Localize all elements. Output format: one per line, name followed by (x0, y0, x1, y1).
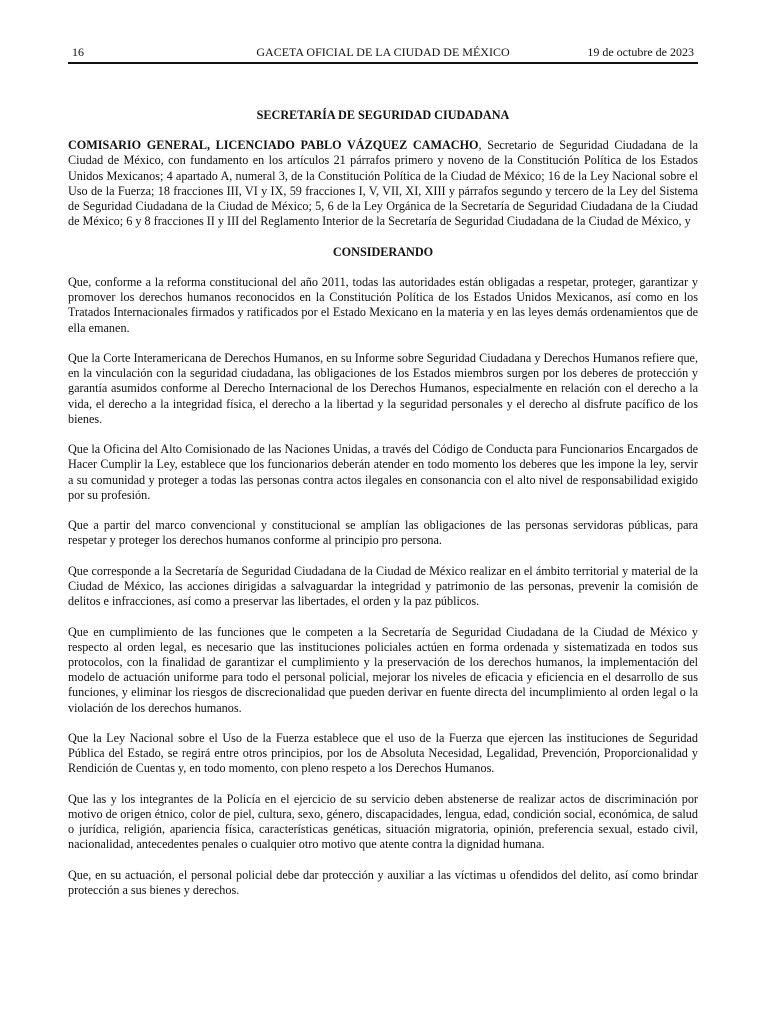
considerando-heading: CONSIDERANDO (332, 244, 434, 259)
page-header (68, 44, 698, 60)
publication-title: GACETA OFICIAL DE LA CIUDAD DE MÉXICO (256, 45, 510, 59)
gazette-page (68, 44, 698, 897)
intro-paragraph (68, 138, 698, 229)
paragraph: Que las y los integrantes de la Policía en el ejercicio de su servicio deben abstenerse de realizar actos de discriminación por motivo de origen étnico, color de piel, cultura, sexo, género, discapacidades, lengua, edad, condición social, económica, de salud o jurídica, religión, apariencia física, características genéticas, situación migratoria, opinión, preferencia sexual, estado civil, nacionalidad, antecedentes penales o cualquier otro motivo que atente contra la dignidad humana. (68, 791, 698, 852)
paragraph: Que corresponde a la Secretaría de Seguridad Ciudadana de la Ciudad de México realizar en el ámbito territorial y material de la Ciudad de México, las acciones dirigidas a salvaguardar la integridad y patrimonio de las personas, prevenir la comisión de delitos e infracciones, así como a preservar las libertades, el orden y la paz públicos. (68, 563, 698, 609)
page-number: 16 (72, 45, 84, 59)
paragraph: Que la Oficina del Alto Comisionado de las Naciones Unidas, a través del Código de Conducta para Funcionarios Encargados de Hacer Cumplir la Ley, establece que los funcionarios deberán atender en todo momento los deberes que les impone la ley, servir a su comunidad y proteger a todas las personas contra actos ilegales en consonancia con el alto nivel de responsabilidad exigido por su profesión. (68, 442, 698, 502)
paragraph: Que, en su actuación, el personal policial debe dar protección y auxiliar a las víctimas u ofendidos del delito, así como brindar protección a sus bienes y derechos. (68, 867, 698, 897)
paragraph: Que la Corte Interamericana de Derechos Humanos, en su Informe sobre Seguridad Ciudadana y Derechos Humanos refiere que, en la vinculación con la seguridad ciudadana, las obligaciones de los Estados miembros surgen por los deberes de protección y garantía asumidos conforme al Derecho Internacional de los Derechos Humanos, especialmente en relación con el derecho a la vida, el derecho a la integridad física, el derecho a la libertad y la seguridad personales y el derecho al disfrute pacífico de los bienes. (68, 351, 698, 426)
paragraph: Que en cumplimiento de las funciones que le competen a la Secretaría de Seguridad Ciudadana de la Ciudad de México y respecto al orden legal, es necesario que las instituciones policiales actúen en forma ordenada y sistematizada en todos sus protocolos, con la finalidad de garantizar el cumplimiento y la preservación de los derechos humanos, la implementación del modelo de actuación uniforme para todo el personal policial, mejorar los niveles de eficacia y eficiencia en el desarrollo de sus funciones, y eliminar los riesgos de discrecionalidad que pueden derivar en fuente directa del incumplimiento al orden legal o la violación de los derechos humanos. (68, 624, 698, 715)
section-title: SECRETARÍA DE SEGURIDAD CIUDADANA (256, 108, 510, 122)
publication-date: 19 de octubre de 2023 (587, 45, 694, 59)
paragraph: Que a partir del marco convencional y constitucional se amplían las obligaciones de las personas servidoras públicas, para respetar y proteger los derechos humanos conforme al principio pro persona. (68, 518, 698, 548)
document-body (68, 108, 698, 913)
paragraph: Que, conforme a la reforma constitucional del año 2011, todas las autoridades están obligadas a respetar, proteger, garantizar y promover los derechos humanos reconocidos en la Constitución Política de los Estados Unidos Mexicanos, así como en los Tratados Internacionales firmados y ratificados por el Estado Mexicano en la materia y en las leyes demás ordenamientos que de ella emanen. (68, 275, 698, 335)
header-divider (68, 62, 698, 64)
official-name: COMISARIO GENERAL, LICENCIADO PABLO VÁZQUEZ CAMACHO (68, 138, 479, 153)
intro-text: , Secretario de Seguridad Ciudadana de la Ciudad de México, con fundamento en los artículos 21 párrafos primero y noveno de la Constitución Política de los Estados Unidos Mexicanos; 4 apartado A, numeral 3, de la Constitución Política de la Ciudad de México; 16 de la Ley Nacional sobre el Uso de la Fuerza; 18 fracciones III, VI y IX, 59 fracciones I, V, VII, XI, XIII y párrafos segundo y tercero de la Ley del Sistema de Seguridad Ciudadana de la Ciudad de México; 5, 6 de la Ley Orgánica de la Secretaría de Seguridad Ciudadana de la Ciudad de México; 6 y 8 fracciones II y III del Reglamento Interior de la Secretaría de Seguridad Ciudadana de la Ciudad de México, y (68, 138, 698, 229)
paragraph: Que la Ley Nacional sobre el Uso de la Fuerza establece que el uso de la Fuerza que ejercen las instituciones de Seguridad Pública del Estado, se regirá entre otros principios, por los de Absoluta Necesidad, Legalidad, Prevención, Proporcionalidad y Rendición de Cuentas y, en todo momento, con pleno respeto a los Derechos Humanos. (68, 731, 698, 776)
